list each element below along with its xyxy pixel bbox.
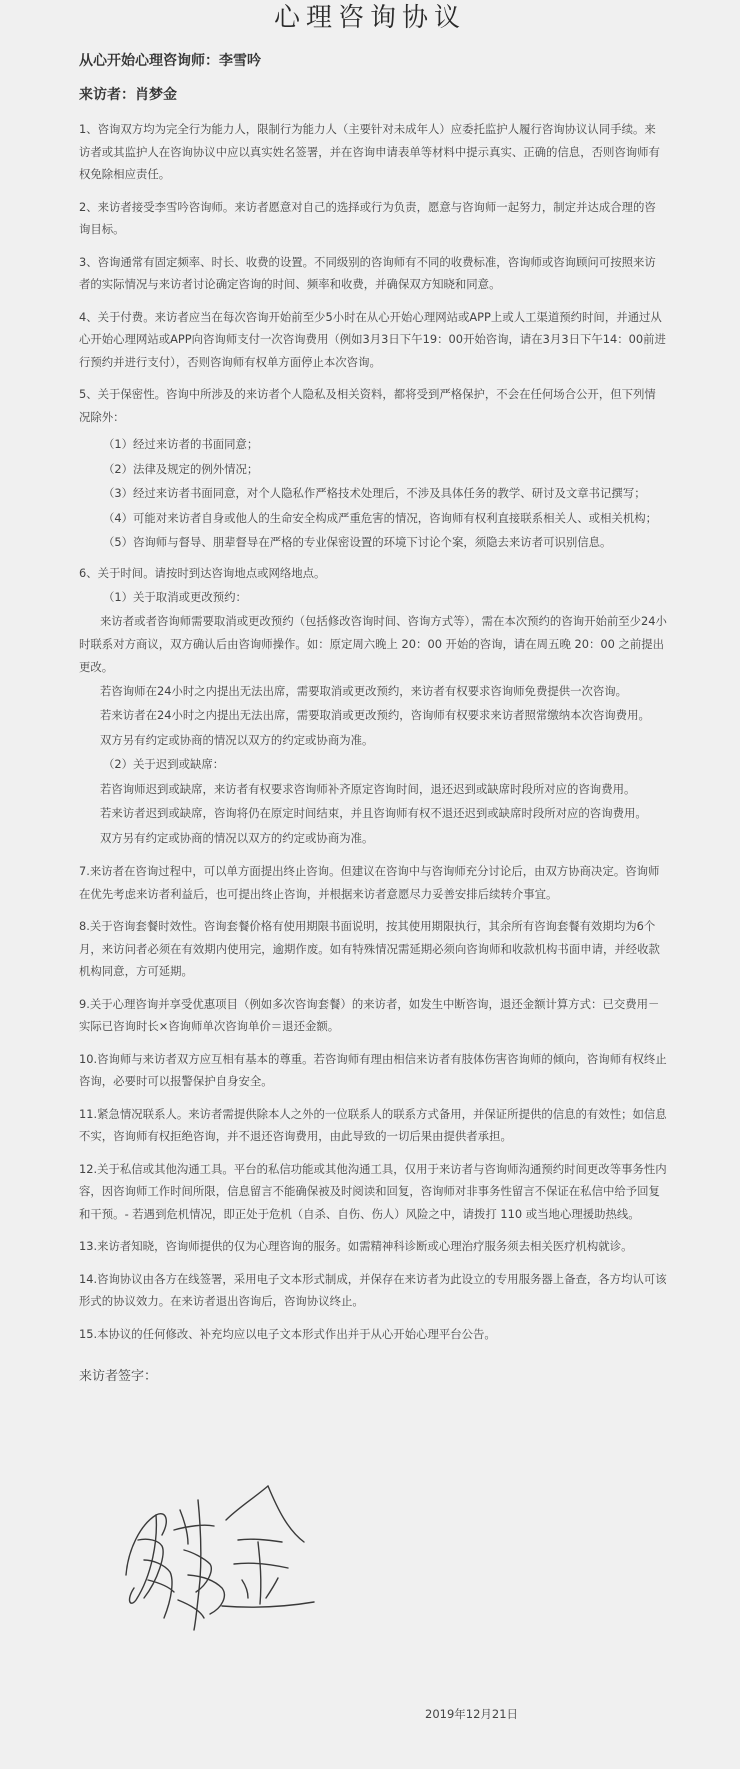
list-item: 若来访者迟到或缺席，咨询将仍在原定时间结束，并且咨询师有权不退还迟到或缺席时段所对应的咨询费用。 — [100, 806, 647, 820]
clause-8: 8.关于咨询套餐时效性。咨询套餐价格有使用期限书面说明，按其使用期限执行，其余所有咨询套餐有效期均为6个月，来访问者必须在有效期内使用完，逾期作废。如有特殊情况需延期必须向咨询师和收款机构书面申请，并经收款机构同意，方可延期。 — [79, 919, 660, 978]
list-item: （2）法律及规定的例外情况； — [103, 461, 259, 476]
list-item: （4）可能对来访者自身或他人的生命安全构成严重危害的情况，咨询师有权利直接联系相关人、或相关机构； — [103, 510, 657, 525]
clause-5-intro: 5、关于保密性。咨询中所涉及的来访者个人隐私及相关资料，都将受到严格保护，不会在任何场合公开，但下列情况除外： — [79, 387, 656, 424]
clause-9: 9.关于心理咨询并享受优惠项目（例如多次咨询套餐）的来访者，如发生中断咨询，退还金额计算方式：已交费用－实际已咨询时长×咨询师单次咨询单价＝退还金额。 — [79, 996, 660, 1033]
clause-2: 2、来访者接受李雪吟咨询师。来访者愿意对自己的选择或行为负责，愿意与咨询师一起努力，制定并达成合理的咨询目标。 — [79, 199, 656, 236]
list-item: （5）咨询师与督导、朋辈督导在严格的专业保密设置的环境下讨论个案，须隐去来访者可识别信息。 — [103, 535, 612, 549]
list-item: 若来访者在24小时之内提出无法出席，需要取消或更改预约，咨询师有权要求来访者照常缴纳本次咨询费用。 — [100, 708, 650, 722]
clause-6-sub1-paragraph: 来访者或者咨询师需要取消或更改预约（包括修改咨询时间、咨询方式等），需在本次预约的咨询开始前至少24小时联系对方商议，双方确认后由咨询师操作。如：原定周六晚上 20：00 开始的咨询，请在周五晚 20：00 之前提出更改。 — [79, 613, 667, 674]
list-item: 双方另有约定或协商的情况以双方的约定或协商为准。 — [100, 830, 374, 845]
clause-6-sub1-heading: （1）关于取消或更改预约： — [103, 590, 247, 604]
clause-5 — [79, 383, 667, 555]
clause-1: 1、咨询双方均为完全行为能力人，限制行为能力人（主要针对未成年人）应委托监护人履行咨询协议认同手续。来访者或其监护人在咨询协议中应以真实姓名签署，并在咨询申请表单等材料中提示真实、正确的信息，否则咨询师有权免除相应责任。 — [79, 122, 660, 181]
list-item: 若咨询师迟到或缺席，来访者有权要求咨询师补齐原定咨询时间，退还迟到或缺席时段所对应的咨询费用。 — [100, 781, 636, 796]
signature-label: 来访者签字： — [79, 1369, 158, 1384]
clause-4: 4、关于付费。来访者应当在每次咨询开始前至少5小时在从心开始心理网站或APP上或人工渠道预约时间，并通过从心开始心理网站或APP向咨询师支付一次咨询费用（例如3月3日下午19：00开始咨询，请在3月3日下午14：00前进行预约并进行支付），否则咨询师有权单方面停止本次咨询。 — [79, 309, 666, 369]
clause-6-sub2-heading: （2）关于迟到或缺席： — [103, 757, 225, 771]
sign-date: 2019年12月21日 — [425, 1707, 519, 1721]
list-item: 双方另有约定或协商的情况以双方的约定或协商为准。 — [100, 732, 374, 747]
confidentiality-exceptions — [79, 432, 667, 555]
clause-15: 15.本协议的任何修改、补充均应以电子文本形式作出并于从心开始心理平台公告。 — [79, 1326, 496, 1341]
clause-14: 14.咨询协议由各方在线签署，采用电子文本形式制成，并保存在来访者为此设立的专用服务器上备查，各方均认可该形式的协议效力。在来访者退出咨询后，咨询协议终止。 — [79, 1271, 667, 1308]
clause-6 — [79, 561, 667, 851]
clause-13: 13.来访者知晓，咨询师提供的仅为心理咨询的服务。如需精神科诊断或心理治疗服务须去相关医疗机构就诊。 — [79, 1239, 633, 1253]
agreement-body — [79, 46, 667, 1384]
visitor-line: 来访者：肖梦金 — [79, 87, 177, 103]
clause-7: 7.来访者在咨询过程中，可以单方面提出终止咨询。但建议在咨询中与咨询师充分讨论后，由双方协商决定。咨询师在优先考虑来访者利益后，也可提出终止咨询，并根据来访者意愿尽力妥善安排后续转介事宜。 — [79, 864, 660, 901]
clause-11: 11.紧急情况联系人。来访者需提供除本人之外的一位联系人的联系方式备用，并保证所提供的信息的有效性；如信息不实，咨询师有权拒绝咨询，并不退还咨询费用，由此导致的一切后果由提供者承担。 — [79, 1106, 667, 1143]
clause-10: 10.咨询师与来访者双方应互相有基本的尊重。若咨询师有理由相信来访者有肢体伤害咨询师的倾向，咨询师有权终止咨询，必要时可以报警保护自身安全。 — [79, 1051, 667, 1088]
list-item: 若咨询师在24小时之内提出无法出席，需要取消或更改预约，来访者有权要求咨询师免费提供一次咨询。 — [100, 683, 628, 698]
list-item: （1）经过来访者的书面同意； — [103, 437, 259, 451]
clause-6-intro: 6、关于时间。请按时到达咨询地点或网络地点。 — [79, 565, 326, 580]
clause-3: 3、咨询通常有固定频率、时长、收费的设置。不同级别的咨询师有不同的收费标准，咨询师或咨询顾问可按照来访者的实际情况与来访者讨论确定咨询的时间、频率和收费，并确保双方知晓和同意。 — [79, 254, 656, 291]
counselor-line: 从心开始心理咨询师：李雪吟 — [79, 53, 261, 69]
list-item: （3）经过来访者书面同意，对个人隐私作严格技术处理后，不涉及具体任务的教学、研讨及文章书记撰写； — [103, 486, 646, 500]
page-title: 心理咨询协议 — [273, 3, 466, 33]
clause-12: 12.关于私信或其他沟通工具。平台的私信功能或其他沟通工具，仅用于来访者与咨询师沟通预约时间更改等事务性内容，因咨询师工作时间所限，信息留言不能确保被及时阅读和回复，咨询师对非事务性留言不保证在私信中给予回复和干预。- 若遇到危机情况，即正处于危机（自杀、自伤、伤人）风险之中，请拨打 110 或当地心理援助热线。 — [79, 1161, 667, 1221]
handwritten-signature — [118, 1480, 338, 1640]
